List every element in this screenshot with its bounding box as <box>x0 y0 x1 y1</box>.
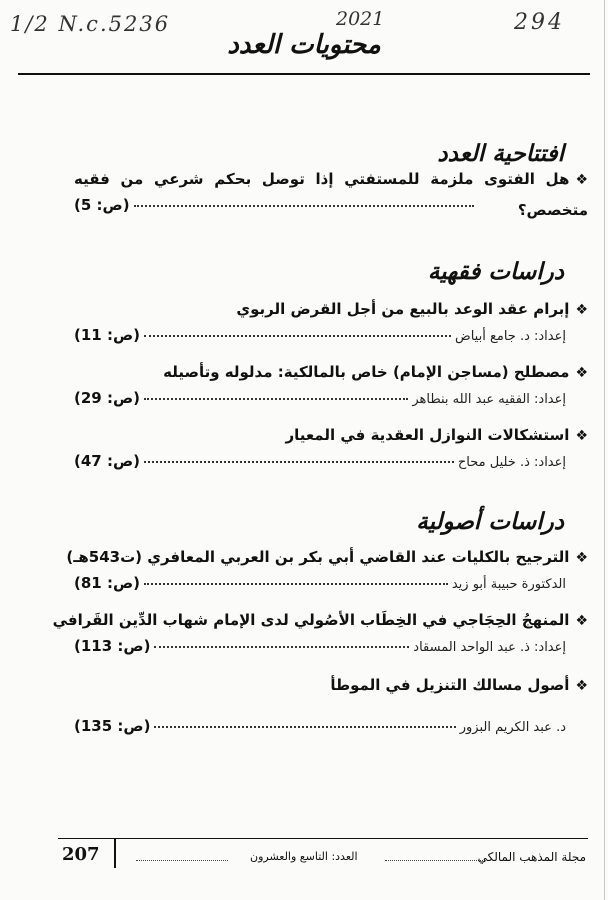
section-title-editorial: افتتاحية العدد <box>437 140 564 167</box>
page-reference: (ص: 135) <box>74 717 151 735</box>
bullet-icon: ❖ <box>575 302 588 318</box>
author-name: د. عبد الكريم البزور <box>459 720 566 735</box>
toc-entry-byline[interactable] <box>74 196 478 214</box>
leader-dots <box>144 583 448 585</box>
leader-dots <box>144 461 454 463</box>
handwritten-number: 294 <box>514 10 565 35</box>
section-title-fiqh: دراسات فقهية <box>427 258 564 285</box>
author-name: الدكتورة حبيبة أبو زيد <box>451 577 566 592</box>
page-reference: (ص: 113) <box>74 637 151 655</box>
footer-leader-dots <box>136 860 228 861</box>
toc-entry-title[interactable]: ❖المنهجُ الحِجَاجي في الخِطَاب الأصُولي لدى الإمام شهاب الدِّين القَرافي <box>40 605 588 636</box>
toc-entry-title[interactable]: ❖أصول مسالك التنزيل في الموطأ <box>40 670 588 701</box>
toc-entry-title[interactable]: ❖الترجيح بالكليات عند القاضي أبي بكر بن العربي المعافري (ت543هـ) <box>40 542 588 573</box>
toc-entry-title[interactable]: ❖مصطلح (مساجن الإمام) خاص بالمالكية: مدلوله وتأصيله <box>40 357 588 388</box>
footer-page-number: 207 <box>62 844 100 865</box>
page-reference: (ص: 29) <box>74 389 140 407</box>
footer-issue: العدد: التاسع والعشرون <box>250 850 358 863</box>
toc-entry-title[interactable]: ❖إبرام عقد الوعد بالبيع من أجل القرض الربوي <box>40 294 588 325</box>
page-reference: (ص: 47) <box>74 452 140 470</box>
page-reference: (ص: 5) <box>74 196 130 214</box>
title-rule <box>18 73 590 75</box>
bullet-icon: ❖ <box>575 613 588 629</box>
footer-divider <box>114 838 116 868</box>
author-name: إعداد: د. جامع أبياض <box>454 329 566 344</box>
toc-entry-byline[interactable] <box>74 717 566 735</box>
author-name: إعداد: الفقيه عبد الله بنطاهر <box>412 392 566 407</box>
section-title-usul: دراسات أصولية <box>416 508 564 535</box>
footer-rule <box>58 838 588 839</box>
toc-entry-title[interactable]: ❖استشكالات النوازل العقدية في المعيار <box>40 420 588 451</box>
leader-dots <box>154 646 409 648</box>
footer-journal-name: مجلة المذهب المالكي <box>477 850 586 864</box>
toc-entry-byline[interactable] <box>74 452 566 470</box>
author-name: إعداد: ذ. خليل محاح <box>457 455 566 470</box>
toc-entry-byline[interactable] <box>74 389 566 407</box>
page-edge <box>604 0 605 900</box>
leader-dots <box>144 335 451 337</box>
leader-dots <box>144 398 408 400</box>
toc-entry-byline[interactable] <box>74 326 566 344</box>
page-title: محتويات العدد <box>227 30 381 60</box>
bullet-icon: ❖ <box>575 678 588 694</box>
leader-dots <box>154 726 455 728</box>
handwritten-year: 2021 <box>336 8 385 30</box>
leader-dots <box>134 205 474 207</box>
footer-leader-dots <box>385 860 485 861</box>
page-reference: (ص: 81) <box>74 574 140 592</box>
handwritten-reference: 1/2 N.c.5236 <box>10 12 171 36</box>
page-reference: (ص: 11) <box>74 326 140 344</box>
bullet-icon: ❖ <box>575 172 588 188</box>
toc-entry-byline[interactable] <box>74 637 566 655</box>
toc-entry-byline[interactable] <box>74 574 566 592</box>
bullet-icon: ❖ <box>575 550 588 566</box>
bullet-icon: ❖ <box>575 428 588 444</box>
author-name: إعداد: ذ. عبد الواحد المسقاد <box>413 640 566 655</box>
toc-entry-title[interactable]: ❖هل الفتوى ملزمة للمستفتي إذا توصل بحكم شرعي من فقيه متخصص؟ <box>74 164 588 225</box>
bullet-icon: ❖ <box>575 365 588 381</box>
